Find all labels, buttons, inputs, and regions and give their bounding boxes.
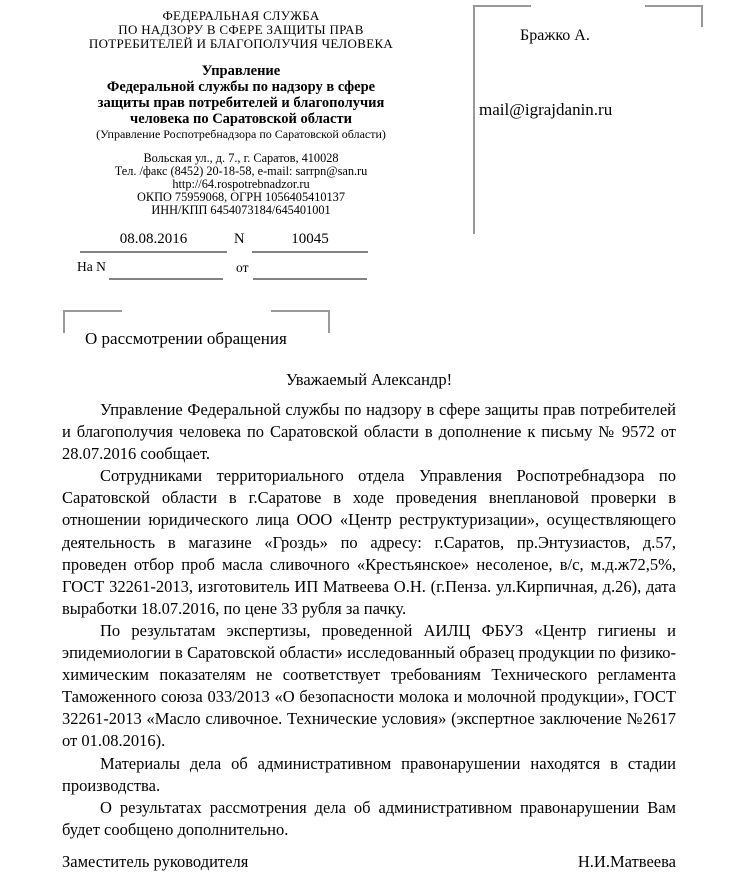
number-label: N	[234, 231, 245, 247]
greeting: Уважаемый Александр!	[285, 370, 453, 389]
org-name-caps-line: ПОТРЕБИТЕЛЕЙ И БЛАГОПОЛУЧИЯ ЧЕЛОВЕКА	[88, 36, 394, 51]
addressee-corner-mark-right	[645, 5, 703, 27]
org-name-bold-line: защиты прав потребителей и благополучия	[97, 95, 385, 111]
subject-line: О рассмотрении обращения	[85, 329, 287, 348]
org-name-bold-line: Федеральной службы по надзору в сфере	[106, 79, 376, 95]
signer-name: Н.И.Матвеева	[577, 852, 676, 871]
letterhead	[62, 9, 420, 217]
letter-number: 10045	[252, 231, 368, 253]
body-paragraph: Материалы дела об административном правонарушении находятся в стадии производства.	[62, 753, 676, 795]
body-paragraph: Сотрудниками территориального отдела Управления Роспотребнадзора по Саратовской области в г.Саратове в ходе проведения внеплановой проверки в отношении юридического лица ООО «Центр реструктуризации», осуществляющего деятельность в магазине «Гроздь» по адресу: г.Саратов, пр.Энтузиастов, д.57, проведен отбор проб масла сливочного «Крестьянское» несоленое, в/с, м.д.ж72,5%, ГОСТ 32261-2013, изготовитель ИП Матвеева О.Н. (г.Пенза. ул.Кирпичная, д.26), дата выработки 18.07.2016, по цене 33 рубля за пачку.	[62, 466, 676, 618]
body-paragraph: По результатам экспертизы, проведенной АИЛЦ ФБУЗ «Центр гигиены и эпидемиологии в Саратовской области» исследованный образец продукции по физико-химическим показателям не соответствует требованиям Технического регламента Таможенного союза 033/2013 «О безопасности молока и молочной продукции», ГОСТ 32261-2013 «Масло сливочное. Технические условия» (экспертное заключение №2617 от 01.08.2016).	[62, 620, 676, 751]
org-name-bold	[62, 63, 420, 127]
addressee-email: mail@igrajdanin.ru	[479, 100, 613, 119]
org-name-bold-line: Управление	[201, 63, 281, 79]
body-paragraph: Управление Федеральной службы по надзору в сфере защиты прав потребителей и благополучия человека по Саратовской области в дополнение к письму № 9572 от 28.07.2016 сообщает.	[62, 400, 676, 464]
org-name-bold-line: человека по Саратовской области	[130, 111, 352, 127]
org-website-line: http://64.rospotrebnadzor.ru	[172, 176, 310, 191]
reply-date-line	[253, 259, 367, 280]
letter-date: 08.08.2016	[80, 231, 227, 253]
org-name-caps-line: ПО НАДЗОРУ В СФЕРЕ ЗАЩИТЫ ПРАВ	[118, 22, 364, 37]
org-okpo-ogrn-line: ОКПО 75959068, ОГРН 1056405410137	[137, 189, 345, 204]
org-name-caps-line: ФЕДЕРАЛЬНАЯ СЛУЖБА	[162, 8, 320, 23]
reply-to-label: На N	[77, 259, 106, 274]
body-paragraph: О результатах рассмотрения дела об административном правонарушении Вам будет сообщено дополнительно.	[62, 797, 676, 839]
org-contact-block	[62, 152, 420, 217]
signer-position: Заместитель руководителя	[62, 852, 249, 871]
org-inn-kpp-line: ИНН/КПП 6454073184/645401001	[151, 202, 331, 217]
letter-body	[62, 399, 676, 841]
org-name-alt: (Управление Роспотребнадзора по Саратовской области)	[96, 127, 386, 141]
signature-row	[62, 852, 676, 872]
addressee-name: Бражко А.	[520, 27, 590, 44]
org-street-line: Вольская ул., д. 7., г. Саратов, 410028	[143, 151, 339, 165]
reply-number-line	[109, 259, 223, 280]
org-name-caps	[62, 9, 420, 51]
org-phone-email-line: Тел. /факс (8452) 20-18-58, e-mail: sarrpn@san.ru	[114, 163, 368, 178]
reply-from-label: от	[236, 260, 249, 275]
